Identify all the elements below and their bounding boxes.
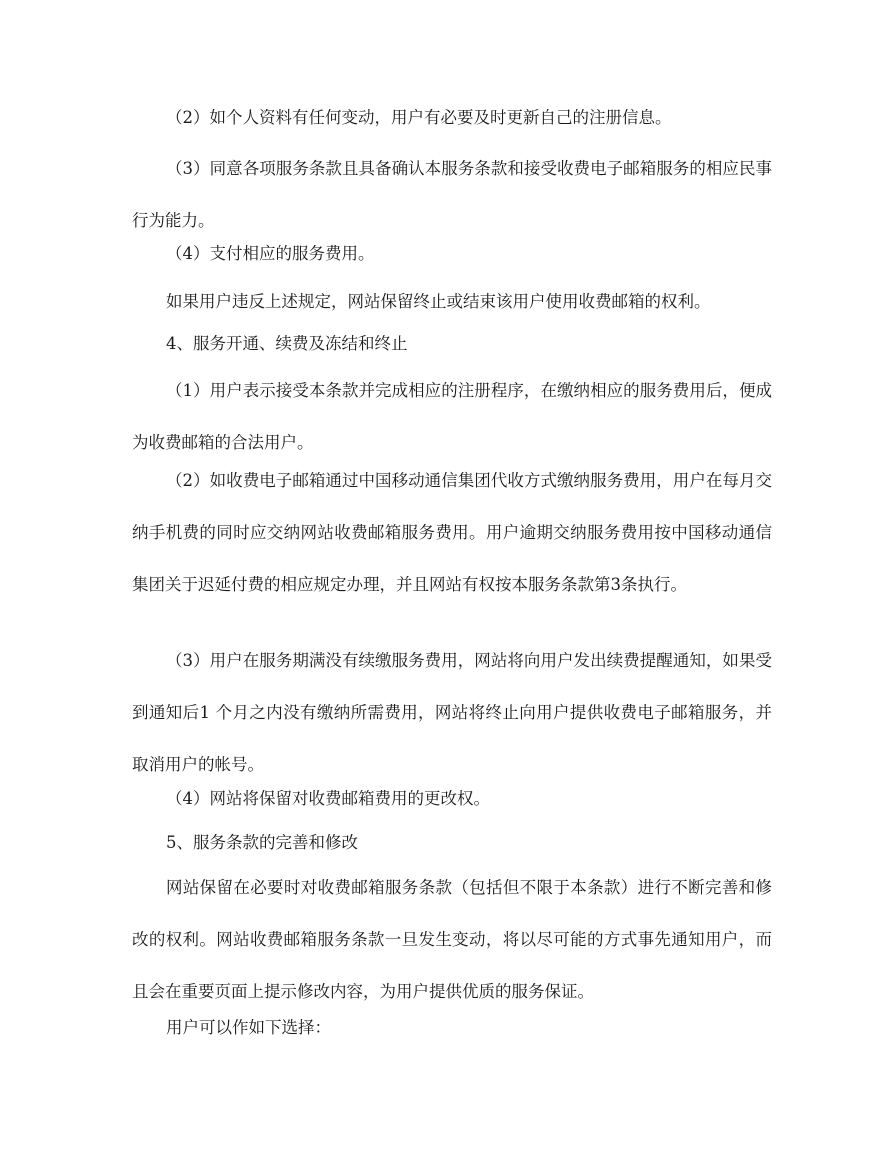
paragraph-4-pay-fees: （4）支付相应的服务费用。 xyxy=(166,244,375,263)
paragraph-2-profile-update: （2）如个人资料有任何变动，用户有必要及时更新自己的注册信息。 xyxy=(166,108,672,127)
section-heading-5: 5、服务条款的完善和修改 xyxy=(166,833,358,852)
paragraph-3-renewal: （3）用户在服务期满没有续缴服务费用，网站将向用户发出续费提醒通知，如果受到通知后1 个月之内没有缴纳所需费用，网站将终止向用户提供收费电子邮箱服务，并取消用户的帐号。 xyxy=(132,651,772,774)
paragraph-4-fee-change: （4）网站将保留对收费邮箱费用的更改权。 xyxy=(166,789,490,808)
paragraph-violation-rights: 如果用户违反上述规定，网站保留终止或结束该用户使用收费邮箱的权利。 xyxy=(166,292,711,311)
paragraph-user-choices: 用户可以作如下选择： xyxy=(166,1018,331,1037)
paragraph-3-agree-terms: （3）同意各项服务条款且具备确认本服务条款和接受收费电子邮箱服务的相应民事行为能力。 xyxy=(132,159,772,230)
section-heading-4: 4、服务开通、续费及冻结和终止 xyxy=(166,334,408,353)
paragraph-terms-modification: 网站保留在必要时对收费邮箱服务条款（包括但不限于本条款）进行不断完善和修改的权利。网站收费邮箱服务条款一旦发生变动，将以尽可能的方式事先通知用户，而且会在重要页面上提示修改内容，为用户提供优质的服务保证。 xyxy=(132,878,772,1001)
paragraph-1-registration: （1）用户表示接受本条款并完成相应的注册程序，在缴纳相应的服务费用后，便成为收费邮箱的合法用户。 xyxy=(132,381,772,452)
paragraph-2-mobile-payment: （2）如收费电子邮箱通过中国移动通信集团代收方式缴纳服务费用，用户在每月交纳手机费的同时应交纳网站收费邮箱服务费用。用户逾期交纳服务费用按中国移动通信集团关于迟延付费的相应规定办理，并且网站有权按本服务条款第3条执行。 xyxy=(132,471,772,594)
